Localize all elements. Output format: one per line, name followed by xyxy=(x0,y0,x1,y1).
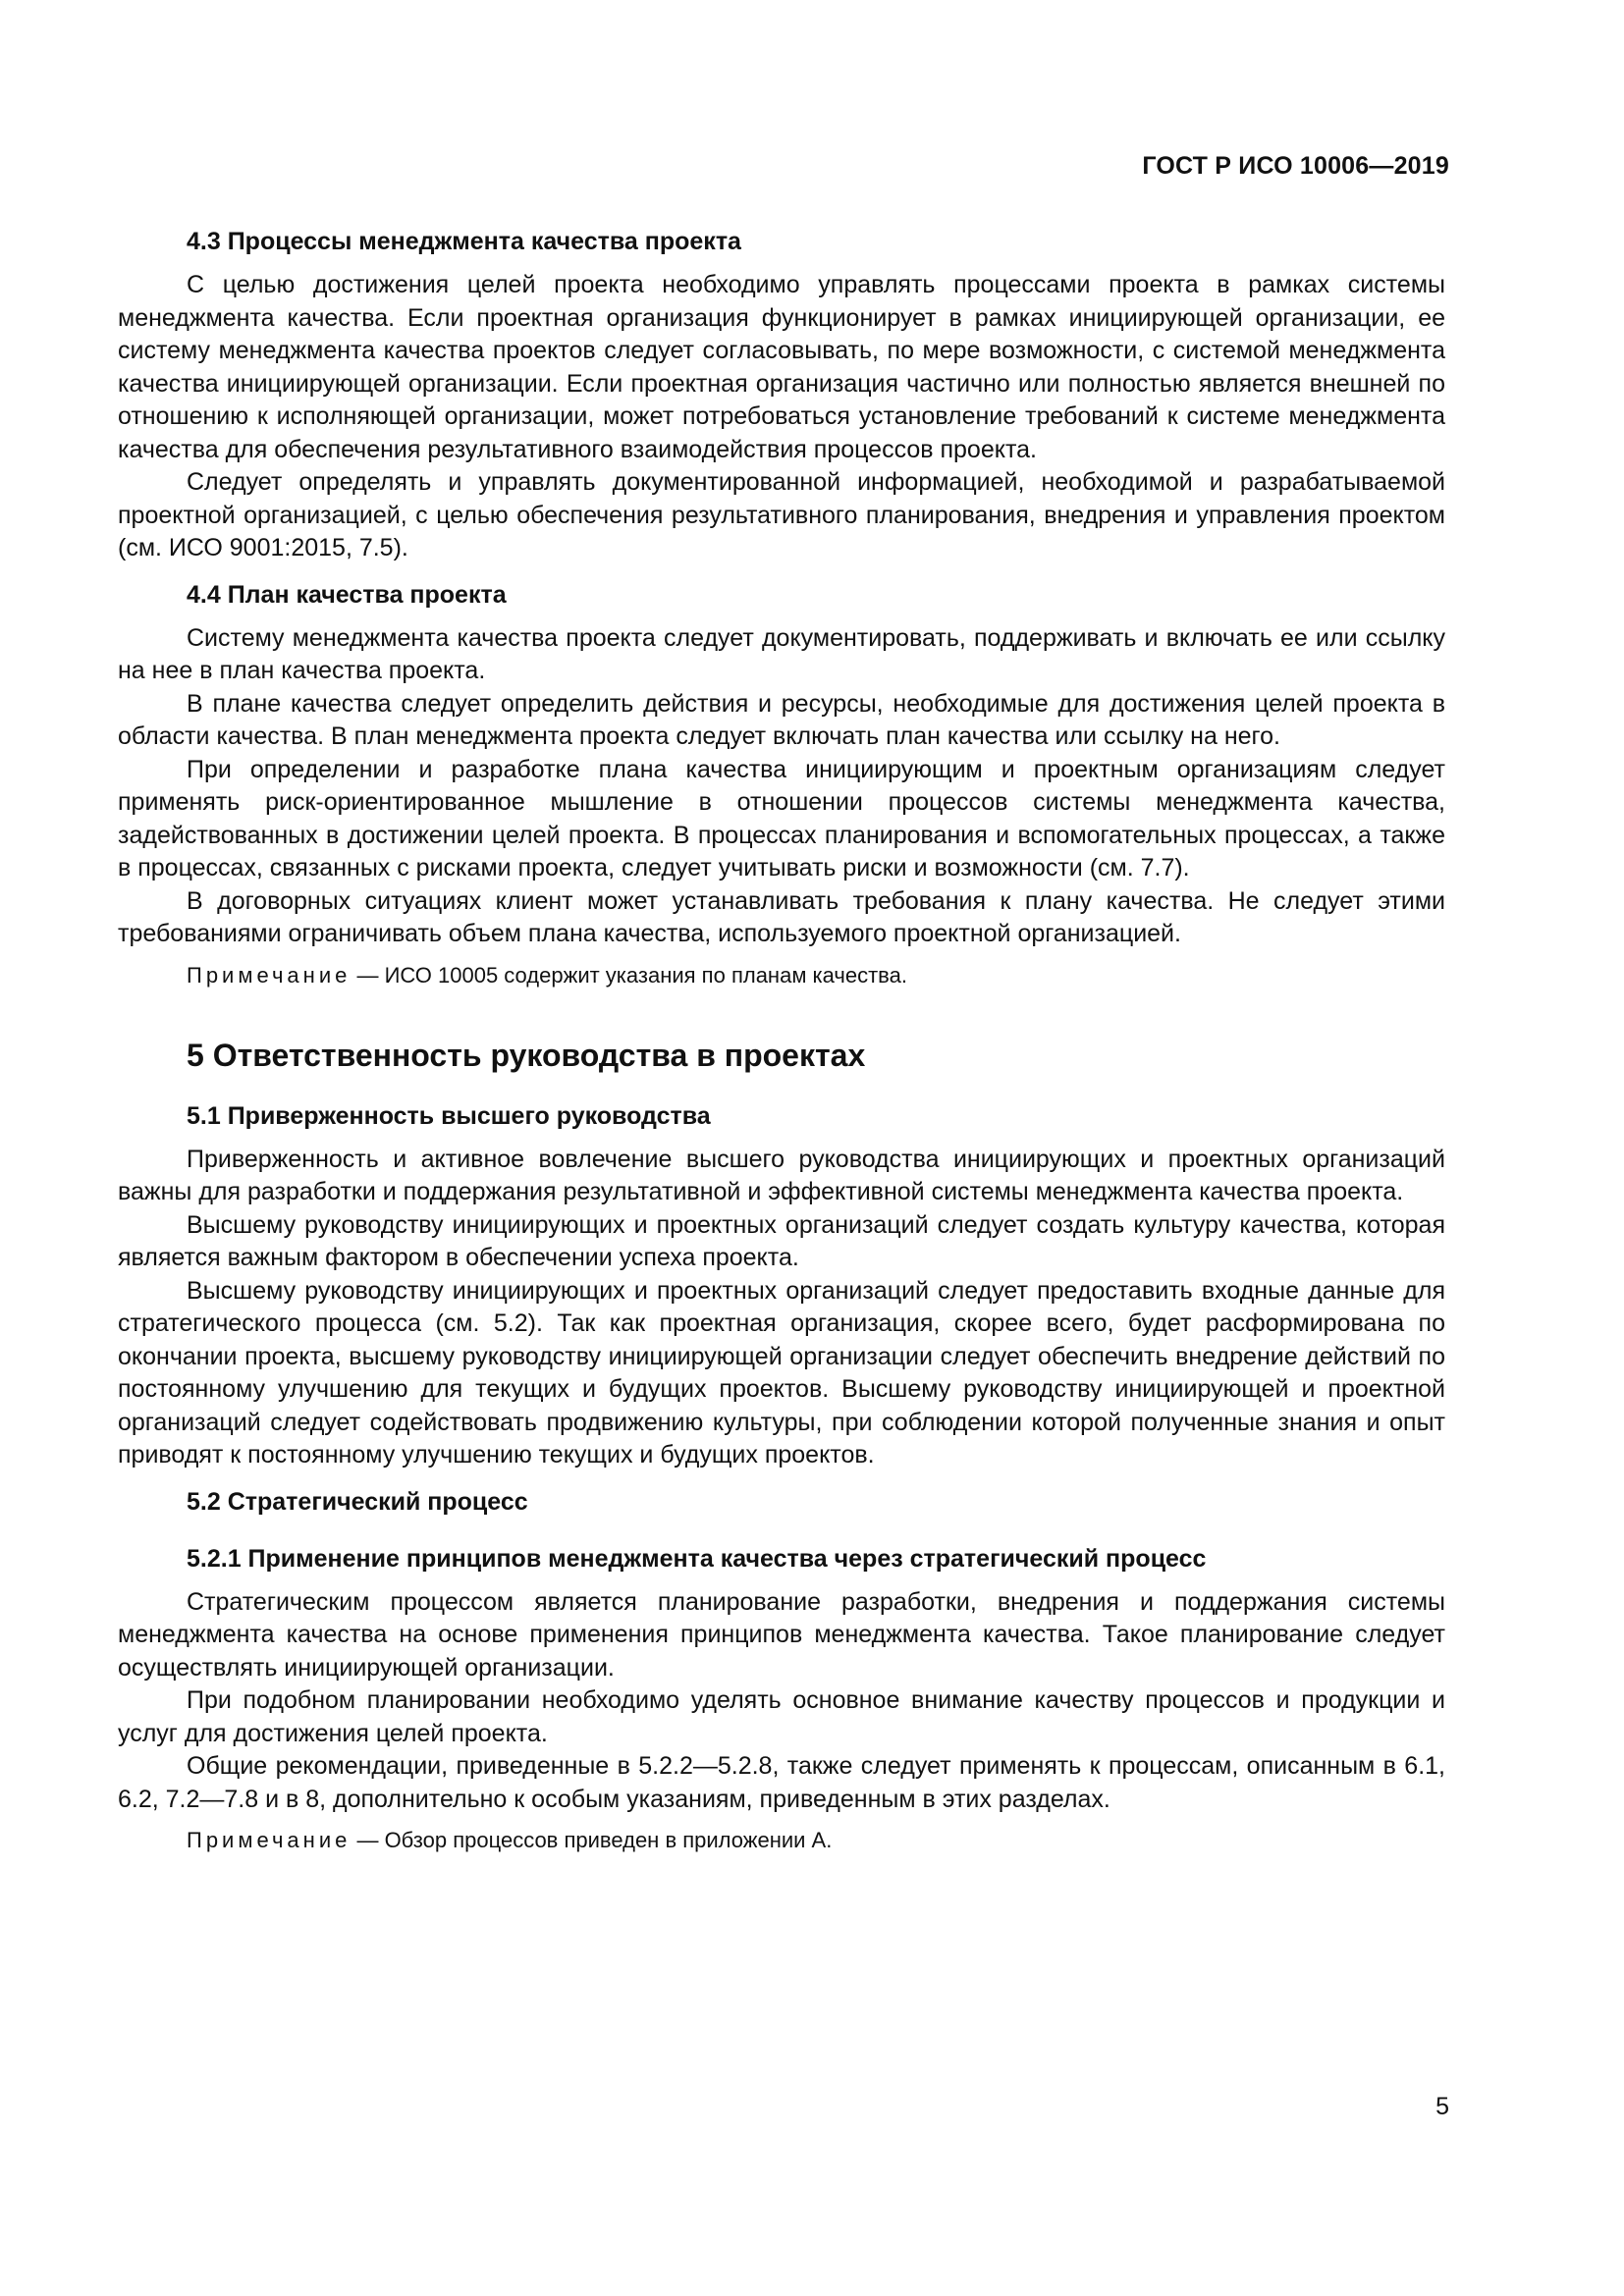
note-text: — Обзор процессов приведен в приложении А. xyxy=(351,1828,833,1852)
section-5-2-1-paragraph-1: Стратегическим процессом является планирование разработки, внедрения и поддержания системы менеджмента качества на основе применения принципов менеджмента качества. Такое планирование следует осуществлять инициирующей организации. xyxy=(118,1587,1445,1682)
section-5-1-paragraph-1: Приверженность и активное вовлечение высшего руководства инициирующих и проектных организаций важны для разработки и поддержания результативной и эффективной системы менеджмента качества проекта. xyxy=(118,1145,1445,1205)
section-5-2-heading: 5.2 Стратегический процесс xyxy=(187,1487,528,1516)
section-5-1-paragraph-3: Высшему руководству инициирующих и проектных организаций следует предоставить входные данные для стратегического процесса (см. 5.2). Так как проектная организация, скорее всего, будет расформирована по окончании проекта, высшему руководству инициирующей организации следует обеспечить внедрение действий по постоянному улучшению для текущих и будущих проектов. Высшему руководству инициирующей и проектной организаций следует содействовать продвижению культуры, при соблюдении которой полученные знания и опыт приводят к постоянному улучшению текущих и будущих проектов. xyxy=(118,1276,1445,1468)
section-5-2-1-heading: 5.2.1 Применение принципов менеджмента качества через стратегический процесс xyxy=(187,1544,1207,1573)
section-4-4-paragraph-2: В плане качества следует определить действия и ресурсы, необходимые для достижения целей проекта в области качества. В план менеджмента проекта следует включать план качества или ссылку на него. xyxy=(118,689,1445,750)
section-4-4-note xyxy=(187,961,1445,990)
section-4-4-paragraph-4: В договорных ситуациях клиент может устанавливать требования к плану качества. Не следует этими требованиями ограничивать объем плана качества, используемого проектной организацией. xyxy=(118,886,1445,947)
section-5-heading: 5 Ответственность руководства в проектах xyxy=(187,1037,866,1073)
section-5-2-1-note xyxy=(187,1826,1445,1855)
section-4-3-heading: 4.3 Процессы менеджмента качества проекта xyxy=(187,228,741,255)
document-body xyxy=(118,226,1445,1855)
note-label: Примечание xyxy=(187,1828,352,1852)
section-4-4-paragraph-3: При определении и разработке плана качества инициирующим и проектным организациям следует применять риск-ориентированное мышление в отношении процессов системы менеджмента качества, задействованных в достижении целей проекта. В процессах планирования и вспомогательных процессах, а также в процессах, связанных с рисками проекта, следует учитывать риски и возможности (см. 7.7). xyxy=(118,755,1445,881)
section-5-1-heading: 5.1 Приверженность высшего руководства xyxy=(187,1101,711,1130)
section-5-2-1-paragraph-3: Общие рекомендации, приведенные в 5.2.2—5.2.8, также следует применять к процессам, описанным в 6.1, 6.2, 7.2—7.8 и в 8, дополнительно к особым указаниям, приведенным в этих разделах. xyxy=(118,1752,1445,1813)
section-4-4-heading: 4.4 План качества проекта xyxy=(187,580,507,609)
page-number: 5 xyxy=(1435,2093,1449,2120)
section-5-1-paragraph-2: Высшему руководству инициирующих и проектных организаций следует создать культуру качества, которая является важным фактором в обеспечении успеха проекта. xyxy=(118,1210,1445,1271)
section-5-2-1-paragraph-2: При подобном планировании необходимо уделять основное внимание качеству процессов и продукции и услуг для достижения целей проекта. xyxy=(118,1686,1445,1747)
section-4-3-paragraph-1: С целью достижения целей проекта необходимо управлять процессами проекта в рамках системы менеджмента качества. Если проектная организация функционирует в рамках инициирующей организации, ее систему менеджмента качества проектов следует согласовывать, по мере возможности, с системой менеджмента качества инициирующей организации. Если проектная организация частично или полностью является внешней по отношению к исполняющей организации, может потребоваться установление требований к системе менеджмента качества для обеспечения результативного взаимодействия процессов проекта. xyxy=(118,271,1445,463)
note-text: — ИСО 10005 содержит указания по планам качества. xyxy=(351,962,907,988)
document-id-header: ГОСТ Р ИСО 10006—2019 xyxy=(1142,152,1449,180)
section-4-3-paragraph-2: Следует определять и управлять документированной информацией, необходимой и разрабатываемой проектной организацией, с целью обеспечения результативного планирования, внедрения и управления проектом (см. ИСО 9001:2015, 7.5). xyxy=(118,468,1445,561)
section-4-4-paragraph-1: Систему менеджмента качества проекта следует документировать, поддерживать и включать ее или ссылку на нее в план качества проекта. xyxy=(118,623,1445,684)
note-label: Примечание xyxy=(187,962,352,988)
